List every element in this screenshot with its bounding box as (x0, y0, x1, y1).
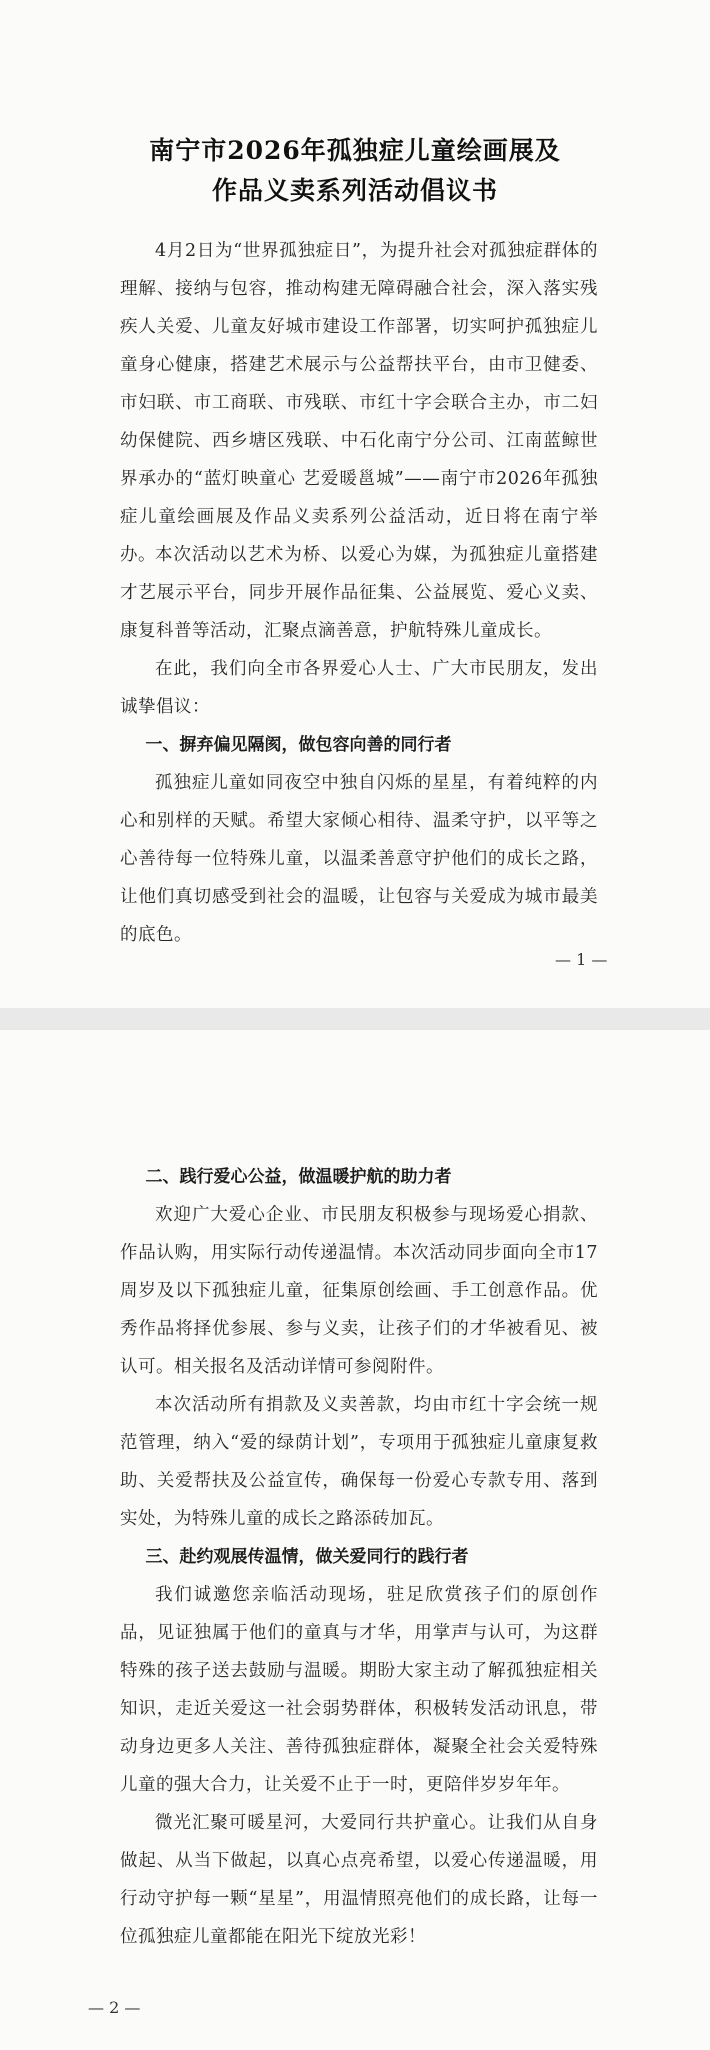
section-heading-3: 三、赴约观展传温情，做关爱同行的践行者 (145, 1547, 469, 1567)
paragraph-section-2a: 欢迎广大爱心企业、市民朋友积极参与现场爱心捐款、作品认购，用实际行动传递温情。本次活动同步面向全市17周岁及以下孤独症儿童，征集原创绘画、手工创意作品。优秀作品将择优参展、参与义卖，让孩子们的才华被看见、被认可。相关报名及活动详情可参阅附件。 (120, 1205, 598, 1377)
paragraph-closing: 微光汇聚可暖星河，大爱同行共护童心。让我们从自身做起、从当下做起，以真心点亮希望，以爱心传递温暖，用行动守护每一颗“星星”，用温情照亮他们的成长路，让每一位孤独症儿童都能在阳光下绽放光彩！ (120, 1813, 598, 1947)
paragraph-activity: 本次活动以艺术为桥、以爱心为媒，为孤独症儿童搭建才艺展示平台，同步开展作品征集、公益展览、爱心义卖、康复科普等活动，汇聚点滴善意，护航特殊儿童成长。 (120, 545, 598, 641)
document-title-line-1: 南宁市2026年孤独症儿童绘画展及 (149, 136, 561, 165)
page-number-1: — 1 — (555, 950, 608, 969)
document-page-2 (0, 1030, 710, 2050)
section-heading-1: 一、摒弃偏见隔阂，做包容向善的同行者 (145, 735, 452, 755)
document-title-line-2: 作品义卖系列活动倡议书 (211, 176, 498, 205)
paragraph-section-1: 孤独症儿童如同夜空中独自闪烁的星星，有着纯粹的内心和别样的天赋。希望大家倾心相待、温柔守护，以平等之心善待每一位特殊儿童，以温柔善意守护他们的成长之路，让他们真切感受到社会的温暖，让包容与关爱成为城市最美的底色。 (120, 773, 598, 945)
document-page-1 (0, 0, 710, 1008)
page-number-2: — 2 — (88, 1998, 141, 2017)
paragraph-section-2b: 本次活动所有捐款及义卖善款，均由市红十字会统一规范管理，纳入“爱的绿荫计划”，专项用于孤独症儿童康复救助、关爱帮扶及公益宣传，确保每一份爱心专款专用、落到实处，为特殊儿童的成长之路添砖加瓦。 (120, 1395, 598, 1529)
section-heading-2: 二、践行爱心公益，做温暖护航的助力者 (145, 1167, 452, 1187)
paragraph-appeal: 在此，我们向全市各界爱心人士、广大市民朋友，发出诚挚倡议： (120, 659, 598, 717)
paragraph-intro: 4月2日为“世界孤独症日”，为提升社会对孤独症群体的理解、接纳与包容，推动构建无障碍融合社会，深入落实残疾人关爱、儿童友好城市建设工作部署，切实呵护孤独症儿童身心健康，搭建艺术展示与公益帮扶平台，由市卫健委、市妇联、市工商联、市残联、市红十字会联合主办，市二妇幼保健院、西乡塘区残联、中石化南宁分公司、江南蓝鲸世界承办的“蓝灯映童心 艺爱暖邕城”——南宁市2026年孤独症儿童绘画展及作品义卖系列公益活动，近日将在南宁举办。 (120, 241, 598, 565)
paragraph-section-3: 我们诚邀您亲临活动现场，驻足欣赏孩子们的原创作品，见证独属于他们的童真与才华，用掌声与认可，为这群特殊的孩子送去鼓励与温暖。期盼大家主动了解孤独症相关知识，走近关爱这一社会弱势群体，积极转发活动讯息，带动身边更多人关注、善待孤独症群体，凝聚全社会关爱特殊儿童的强大合力，让关爱不止于一时，更陪伴岁岁年年。 (120, 1585, 598, 1795)
